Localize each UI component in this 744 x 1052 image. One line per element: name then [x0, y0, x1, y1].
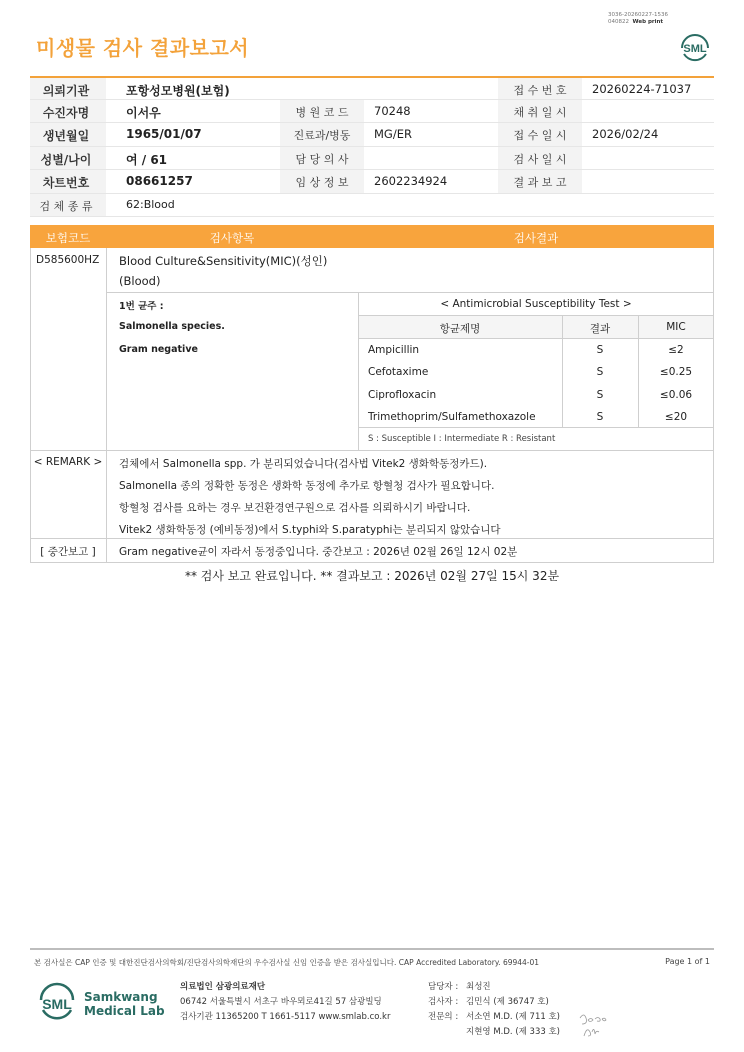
info-value: 여 / 61 [126, 152, 168, 167]
info-label: 채 취 일 시 [513, 105, 567, 119]
ast-mic: ≤2 [668, 344, 684, 356]
info-label: 접 수 일 시 [513, 129, 567, 142]
staff-row: 지현영 M.D. (제 333 호) [466, 1027, 561, 1037]
footer-divider [30, 948, 714, 950]
remark-line: Vitek2 생화학동정 (예비동정)에서 S.typhi와 S.paratyphi는 분리되지 않았습니다 [119, 524, 501, 536]
staff-row: 담당자 : 최성진 [428, 982, 491, 992]
ast-drug: Ampicillin [368, 344, 420, 356]
info-value: MG/ER [374, 127, 412, 141]
header-test: 검사항목 [209, 231, 255, 245]
info-value: 1965/01/07 [126, 127, 202, 141]
insurance-code: D585600HZ [36, 254, 100, 266]
header-code: 보험코드 [45, 231, 91, 245]
org-contact: 검사기관 11365200 T 1661-5117 www.smlab.co.kr [180, 1012, 391, 1022]
brand-name: Samkwang Medical Lab [84, 990, 165, 1018]
ast-mic: ≤20 [664, 411, 688, 423]
remark-line: 항혈청 검사를 요하는 경우 보건환경연구원으로 검사를 의뢰하시기 바랍니다. [119, 502, 471, 514]
ast-result: S [596, 411, 604, 423]
info-label: 임 상 정 보 [295, 176, 349, 189]
ast-result: S [596, 389, 604, 401]
accreditation-note: 본 검사실은 CAP 인증 및 대한진단검사의학회/진단검사의학재단의 우수검사실 신임 인증을 받은 검사실입니다. CAP Accredited Laboratory. 69944-01 [34, 958, 540, 967]
info-value: 포항성모병원(보험) [126, 84, 230, 98]
page-number: Page 1 of 1 [665, 957, 710, 966]
gram-stain: Gram negative [119, 344, 198, 355]
ast-col-drug: 항균제명 [439, 323, 481, 335]
info-label: 의뢰기관 [42, 84, 90, 98]
info-value: 62:Blood [126, 197, 175, 211]
organism-name: Salmonella species. [119, 321, 225, 332]
test-name: Blood Culture&Sensitivity(MIC)(성인) [119, 254, 328, 268]
ast-drug: Cefotaxime [368, 366, 429, 378]
remark-line: 검체에서 Salmonella spp. 가 분리되었습니다(검사법 Vitek2 생화학동정카드). [119, 458, 488, 470]
info-label: 담 당 의 사 [295, 152, 349, 166]
print-code: 040822 Web print [608, 19, 664, 25]
logo-text: SML [683, 43, 707, 55]
handwritten-signature [576, 1010, 610, 1040]
info-label: 검 체 종 류 [39, 199, 93, 213]
info-label: 접 수 번 호 [513, 84, 567, 97]
info-row [30, 123, 714, 147]
ast-mic: ≤0.25 [659, 366, 693, 378]
remark-label: < REMARK > [33, 456, 103, 468]
staff-row: 전문의 : 서소연 M.D. (제 711 호) [428, 1012, 561, 1022]
organism-header: 1번 균주 : [119, 301, 164, 312]
info-row [30, 147, 714, 171]
info-label: 검 사 일 시 [513, 152, 567, 166]
org-address: 06742 서울특별시 서초구 바우뫼로41길 57 삼광빌딩 [180, 997, 382, 1007]
ast-legend: S : Susceptible I : Intermediate R : Resistant [368, 434, 556, 444]
info-value: 70248 [374, 103, 411, 118]
org-name: 의료법인 삼광의료재단 [180, 982, 266, 992]
staff-row: 검사자 : 김민식 (제 36747 호) [428, 997, 549, 1007]
ast-drug: Ciprofloxacin [368, 389, 437, 401]
remark-line: Salmonella 종의 정확한 동정은 생화학 동정에 추가로 항혈청 검사가 필요합니다. [119, 480, 495, 492]
specimen-name: (Blood) [119, 274, 161, 288]
interim-label: [ 중간보고 ] [40, 546, 96, 558]
sml-logo [676, 26, 714, 64]
info-row [30, 170, 714, 194]
info-label: 진료과/병동 [293, 129, 351, 142]
results-table [30, 225, 714, 563]
interim-text: Gram negative균이 자라서 동정중입니다. 중간보고 : 2026년 02월 26일 12시 02분 [119, 546, 518, 558]
organization-info [180, 980, 390, 1025]
report-title: 미생물 검사 결과보고서 [36, 36, 250, 60]
info-label: 성별/나이 [40, 152, 92, 167]
staff-list [428, 980, 560, 1040]
reference-number: 3036-20260227-1536 [608, 12, 668, 18]
info-label: 결 과 보 고 [513, 176, 567, 189]
patient-info-table [30, 76, 714, 217]
info-value: 20260224-71037 [592, 82, 692, 96]
info-value: 2026/02/24 [592, 127, 659, 141]
ast-col-result: 결과 [589, 323, 611, 335]
ast-title: < Antimicrobial Susceptibility Test > [440, 298, 632, 310]
sml-footer-logo [36, 980, 78, 1024]
info-label: 생년월일 [42, 129, 90, 143]
info-label: 수진자명 [42, 105, 90, 120]
ast-result: S [596, 344, 604, 356]
ast-result: S [596, 366, 604, 378]
info-row [30, 100, 714, 124]
info-value: 08661257 [126, 174, 193, 188]
document-reference [608, 12, 668, 26]
header-result: 검사결과 [513, 231, 559, 245]
footer-logo-text: SML [42, 996, 72, 1012]
info-value: 2602234924 [374, 174, 448, 188]
ast-mic: ≤0.06 [659, 389, 693, 401]
info-row [30, 76, 714, 100]
info-row [30, 194, 714, 218]
ast-col-mic: MIC [666, 321, 686, 333]
info-label: 차트번호 [42, 176, 90, 190]
ast-drug: Trimethoprim/Sulfamethoxazole [368, 411, 536, 423]
info-value: 이서우 [126, 105, 161, 120]
results-header [30, 225, 714, 248]
info-label: 병 원 코 드 [295, 105, 349, 119]
final-report-line: ** 검사 보고 완료입니다. ** 결과보고 : 2026년 02월 27일 15시 32분 [184, 569, 560, 583]
